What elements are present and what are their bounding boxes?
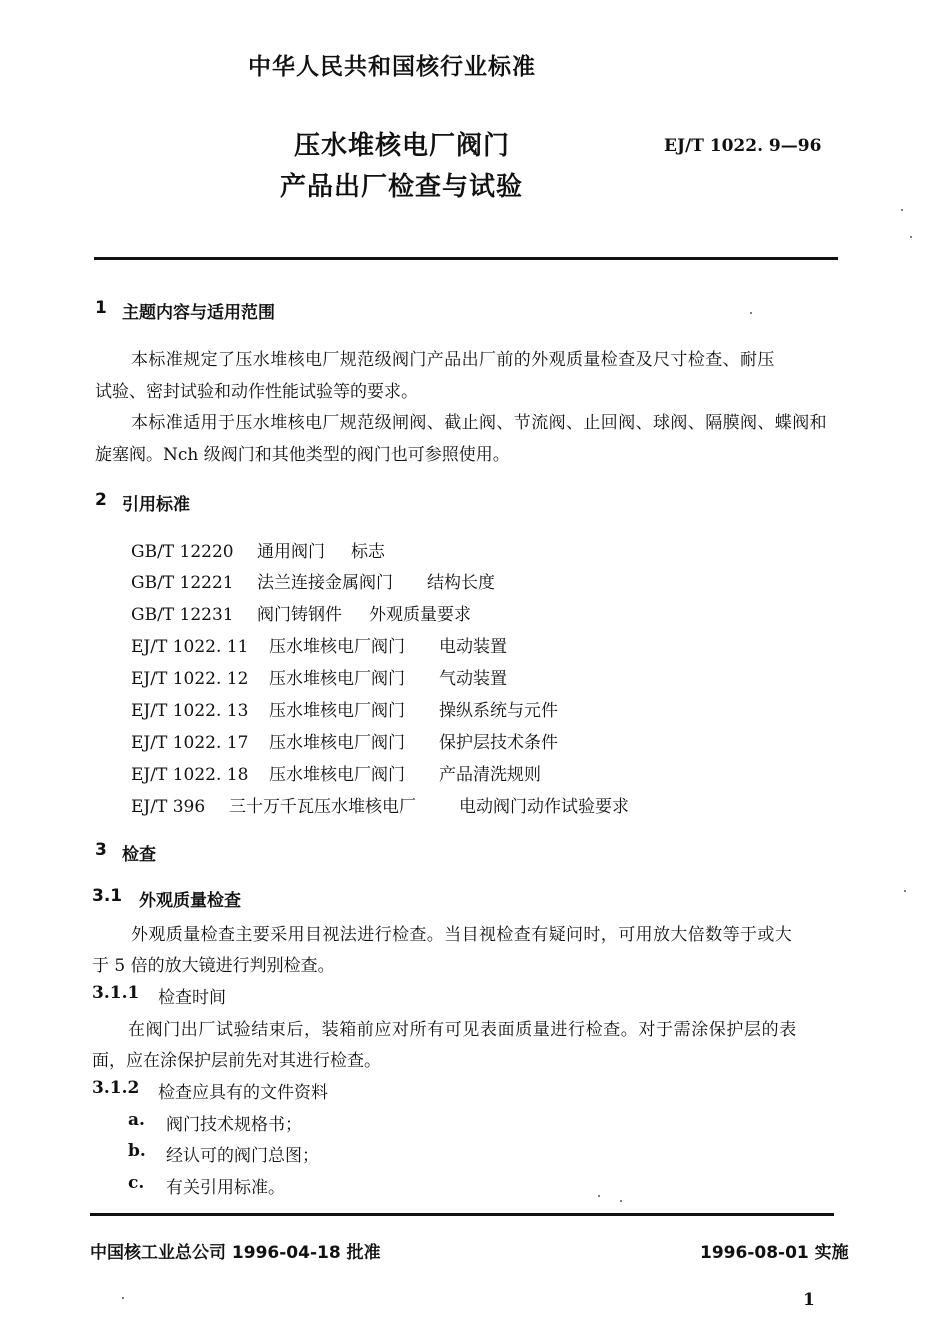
reference-title: 压水堆核电厂阀门 xyxy=(269,733,405,753)
reference-item xyxy=(131,600,471,625)
reference-subject: 标志 xyxy=(351,542,385,562)
list-item-label: b. xyxy=(128,1141,146,1161)
page-number: 1 xyxy=(803,1290,815,1310)
reference-code: EJ/T 1022. 12 xyxy=(131,669,249,689)
reference-item xyxy=(131,792,629,817)
section-1-heading: 主题内容与适用范围 xyxy=(122,303,275,323)
section-3-1-1-heading: 检查时间 xyxy=(158,988,226,1008)
section-3-1-1-number: 3.1.1 xyxy=(92,983,140,1003)
reference-code: EJ/T 1022. 11 xyxy=(131,637,249,657)
list-item-text: 经认可的阀门总图； xyxy=(166,1146,319,1166)
reference-item xyxy=(131,760,541,785)
reference-subject: 外观质量要求 xyxy=(369,605,471,625)
list-item-text: 阀门技术规格书； xyxy=(166,1115,302,1135)
scan-speck xyxy=(122,1297,124,1299)
reference-subject: 操纵系统与元件 xyxy=(439,701,558,721)
reference-subject: 产品清洗规则 xyxy=(439,765,541,785)
reference-title: 压水堆核电厂阀门 xyxy=(269,701,405,721)
scan-speck xyxy=(910,236,912,238)
reference-code: EJ/T 1022. 13 xyxy=(131,701,249,721)
reference-item xyxy=(131,696,558,721)
section-1-number: 1 xyxy=(95,298,107,318)
doc-number: EJ/T 1022. 9—96 xyxy=(664,136,822,156)
reference-subject: 保护层技术条件 xyxy=(439,733,558,753)
header-rule xyxy=(94,257,838,260)
reference-code: EJ/T 396 xyxy=(131,797,206,817)
section-3-1-line-1: 外观质量检查主要采用目视法进行检查。当目视检查有疑问时，可用放大倍数等于或大 xyxy=(131,925,793,945)
scan-speck xyxy=(904,890,906,892)
reference-title: 压水堆核电厂阀门 xyxy=(269,637,405,657)
reference-code: EJ/T 1022. 17 xyxy=(131,733,249,753)
approval-line: 中国核工业总公司 1996-04-18 批准 xyxy=(90,1243,381,1263)
reference-title: 阀门铸钢件 xyxy=(257,605,342,625)
effective-date: 1996-08-01 实施 xyxy=(700,1243,849,1263)
reference-subject: 电动装置 xyxy=(439,637,507,657)
reference-item xyxy=(131,728,558,753)
reference-title: 压水堆核电厂阀门 xyxy=(269,765,405,785)
reference-item xyxy=(131,632,507,657)
section-3-1-number: 3.1 xyxy=(92,886,123,906)
reference-subject: 气动装置 xyxy=(439,669,507,689)
section-1-para-2-line-1: 本标准适用于压水堆核电厂规范级闸阀、截止阀、节流阀、止回阀、球阀、隔膜阀、蝶阀和 xyxy=(131,413,827,433)
title-line-2: 产品出厂检查与试验 xyxy=(280,172,524,202)
section-3-1-1-line-2: 面，应在涂保护层前先对其进行检查。 xyxy=(92,1051,381,1071)
reference-item xyxy=(131,664,507,689)
footer-rule xyxy=(90,1213,834,1216)
reference-title: 通用阀门 xyxy=(257,542,325,562)
reference-subject: 结构长度 xyxy=(427,573,495,593)
section-1-para-2-line-2: 旋塞阀。Nch 级阀门和其他类型的阀门也可参照使用。 xyxy=(95,445,510,465)
section-3-1-2-heading: 检查应具有的文件资料 xyxy=(158,1083,328,1103)
reference-title: 法兰连接金属阀门 xyxy=(257,573,393,593)
scan-speck xyxy=(901,209,903,211)
section-3-1-line-2: 于 5 倍的放大镜进行判别检查。 xyxy=(92,956,335,976)
list-item-label: c. xyxy=(128,1173,145,1193)
section-2-number: 2 xyxy=(95,490,107,510)
org-title: 中华人民共和国核行业标准 xyxy=(248,54,536,80)
reference-title: 三十万千瓦压水堆核电厂 xyxy=(229,797,416,817)
scan-speck xyxy=(620,1200,622,1202)
list-item-text: 有关引用标准。 xyxy=(166,1178,285,1198)
reference-item xyxy=(131,537,385,562)
section-1-para-1-line-2: 试验、密封试验和动作性能试验等的要求。 xyxy=(95,382,418,402)
section-3-heading: 检查 xyxy=(122,845,156,865)
list-item-label: a. xyxy=(128,1110,145,1130)
title-line-1: 压水堆核电厂阀门 xyxy=(294,131,511,161)
section-3-1-2-number: 3.1.2 xyxy=(92,1078,140,1098)
section-3-1-1-line-1: 在阀门出厂试验结束后，装箱前应对所有可见表面质量进行检查。对于需涂保护层的表 xyxy=(128,1020,797,1040)
reference-code: EJ/T 1022. 18 xyxy=(131,765,249,785)
section-3-1-heading: 外观质量检查 xyxy=(139,891,241,911)
section-2-heading: 引用标准 xyxy=(122,495,190,515)
scan-speck xyxy=(598,1195,600,1197)
section-3-number: 3 xyxy=(95,840,107,860)
reference-title: 压水堆核电厂阀门 xyxy=(269,669,405,689)
section-1-para-1-line-1: 本标准规定了压水堆核电厂规范级阀门产品出厂前的外观质量检查及尺寸检查、耐压 xyxy=(131,350,775,370)
reference-item xyxy=(131,568,495,593)
reference-subject: 电动阀门动作试验要求 xyxy=(459,797,629,817)
reference-code: GB/T 12221 xyxy=(131,573,234,593)
reference-code: GB/T 12231 xyxy=(131,605,234,625)
reference-code: GB/T 12220 xyxy=(131,542,234,562)
scan-speck xyxy=(750,312,752,314)
